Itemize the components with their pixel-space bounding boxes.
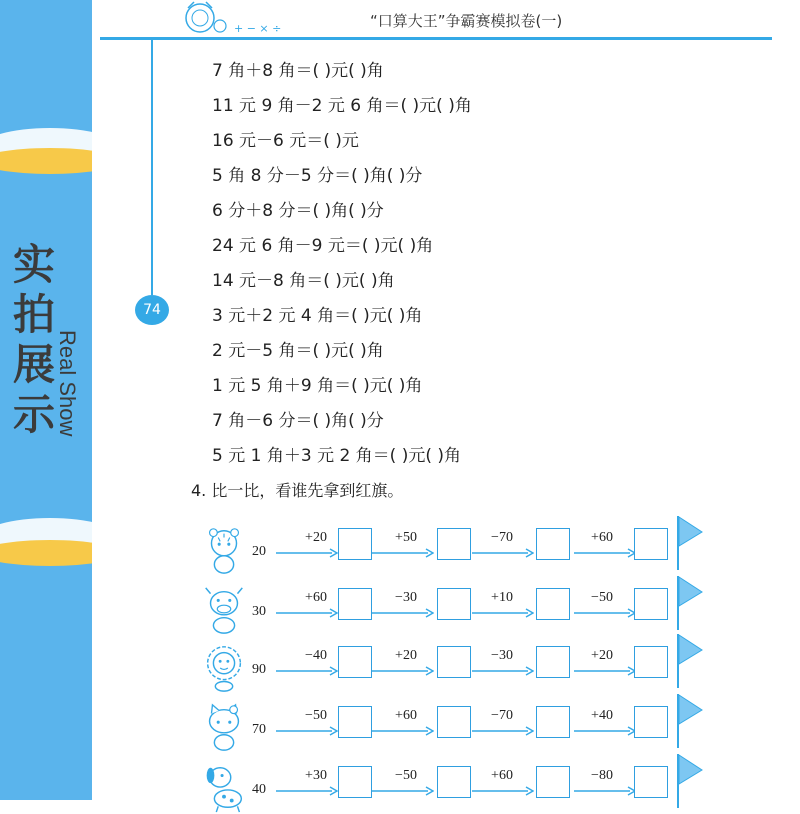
answer-box[interactable] (536, 766, 570, 798)
answer-box[interactable] (536, 706, 570, 738)
operation-label: −50 (591, 590, 613, 605)
race-row (200, 578, 710, 636)
answer-box[interactable] (338, 588, 372, 620)
section-title: 4. 比一比，看谁先拿到红旗。 (191, 481, 404, 500)
sidebar-label-cn: 实拍展示 (12, 240, 55, 439)
race-row (200, 518, 710, 576)
operation-label: −50 (305, 708, 327, 723)
arrow-right-icon (372, 666, 434, 676)
arrow-right-icon (574, 548, 636, 558)
operation-label: −70 (491, 708, 513, 723)
flag-icon (674, 752, 704, 810)
flag-icon (674, 514, 704, 572)
exercise-item: 1 元 5 角＋9 角＝( )元( )角 (212, 376, 423, 396)
operation-label: −30 (491, 648, 513, 663)
answer-box[interactable] (536, 528, 570, 560)
answer-box[interactable] (634, 766, 668, 798)
arrow-right-icon (574, 666, 636, 676)
exercise-item: 7 角－6 分＝( )角( )分 (212, 411, 384, 431)
svg-text:+ − × ÷: + − × ÷ (234, 22, 282, 35)
race-row (200, 696, 710, 754)
cow-icon (200, 584, 248, 636)
sidebar-label-en: Real Show (55, 330, 80, 437)
answer-box[interactable] (634, 528, 668, 560)
arrow-right-icon (372, 548, 434, 558)
operation-label: +50 (395, 530, 417, 545)
exercise-item: 5 元 1 角＋3 元 2 角＝( )元( )角 (212, 446, 462, 466)
operation-label: +40 (591, 708, 613, 723)
header-decoration-icon (180, 0, 290, 38)
operation-label: −70 (491, 530, 513, 545)
arrow-right-icon (276, 726, 338, 736)
answer-box[interactable] (634, 588, 668, 620)
race-row (200, 756, 710, 814)
exercise-item: 24 元 6 角－9 元＝( )元( )角 (212, 236, 434, 256)
arrow-right-icon (472, 608, 534, 618)
operation-label: +60 (491, 768, 513, 783)
operation-label: −80 (591, 768, 613, 783)
kitty-icon (200, 702, 248, 754)
arrow-right-icon (472, 548, 534, 558)
sidebar-wave (0, 148, 92, 174)
tiger-icon (200, 524, 248, 576)
arrow-right-icon (472, 786, 534, 796)
flag-icon (674, 632, 704, 690)
arrow-right-icon (574, 608, 636, 618)
exercise-list (212, 57, 472, 477)
answer-box[interactable] (338, 528, 372, 560)
operation-label: +60 (305, 590, 327, 605)
operation-label: +20 (591, 648, 613, 663)
flag-icon (674, 692, 704, 750)
lion-icon (200, 642, 248, 694)
operation-label: +20 (395, 648, 417, 663)
answer-box[interactable] (338, 706, 372, 738)
answer-box[interactable] (338, 646, 372, 678)
start-number: 70 (252, 722, 266, 737)
answer-box[interactable] (437, 646, 471, 678)
sidebar-wave (0, 540, 92, 566)
exercise-item: 11 元 9 角－2 元 6 角＝( )元( )角 (212, 96, 472, 116)
arrow-right-icon (372, 726, 434, 736)
arrow-right-icon (276, 666, 338, 676)
exercise-item: 5 角 8 分－5 分＝( )角( )分 (212, 166, 423, 186)
dog-icon (200, 762, 248, 814)
page-number-badge: 74 (135, 295, 169, 325)
answer-box[interactable] (634, 706, 668, 738)
answer-box[interactable] (437, 766, 471, 798)
arrow-right-icon (574, 726, 636, 736)
sidebar (0, 0, 92, 800)
answer-box[interactable] (437, 588, 471, 620)
arrow-right-icon (276, 608, 338, 618)
flag-icon (674, 574, 704, 632)
answer-box[interactable] (536, 588, 570, 620)
arrow-right-icon (472, 666, 534, 676)
exercise-item: 2 元－5 角＝( )元( )角 (212, 341, 384, 361)
operation-label: +10 (491, 590, 513, 605)
operation-label: +30 (305, 768, 327, 783)
operation-label: −30 (395, 590, 417, 605)
operation-label: −40 (305, 648, 327, 663)
answer-box[interactable] (338, 766, 372, 798)
arrow-right-icon (574, 786, 636, 796)
operation-label: +60 (591, 530, 613, 545)
start-number: 30 (252, 604, 266, 619)
arrow-right-icon (372, 786, 434, 796)
exercise-item: 7 角＋8 角＝( )元( )角 (212, 61, 384, 81)
operation-label: +20 (305, 530, 327, 545)
exercise-item: 6 分＋8 分＝( )角( )分 (212, 201, 384, 221)
arrow-right-icon (276, 548, 338, 558)
operation-label: −50 (395, 768, 417, 783)
start-number: 90 (252, 662, 266, 677)
arrow-right-icon (372, 608, 434, 618)
answer-box[interactable] (536, 646, 570, 678)
race-row (200, 636, 710, 694)
page-title: “口算大王”争霸赛模拟卷(一) (370, 12, 563, 30)
start-number: 40 (252, 782, 266, 797)
header-divider (100, 37, 772, 40)
margin-divider (151, 40, 153, 295)
exercise-item: 14 元－8 角＝( )元( )角 (212, 271, 395, 291)
arrow-right-icon (472, 726, 534, 736)
arrow-right-icon (276, 786, 338, 796)
answer-box[interactable] (437, 706, 471, 738)
exercise-item: 16 元－6 元＝( )元 (212, 131, 359, 151)
answer-box[interactable] (437, 528, 471, 560)
exercise-item: 3 元＋2 元 4 角＝( )元( )角 (212, 306, 423, 326)
answer-box[interactable] (634, 646, 668, 678)
operation-label: +60 (395, 708, 417, 723)
start-number: 20 (252, 544, 266, 559)
